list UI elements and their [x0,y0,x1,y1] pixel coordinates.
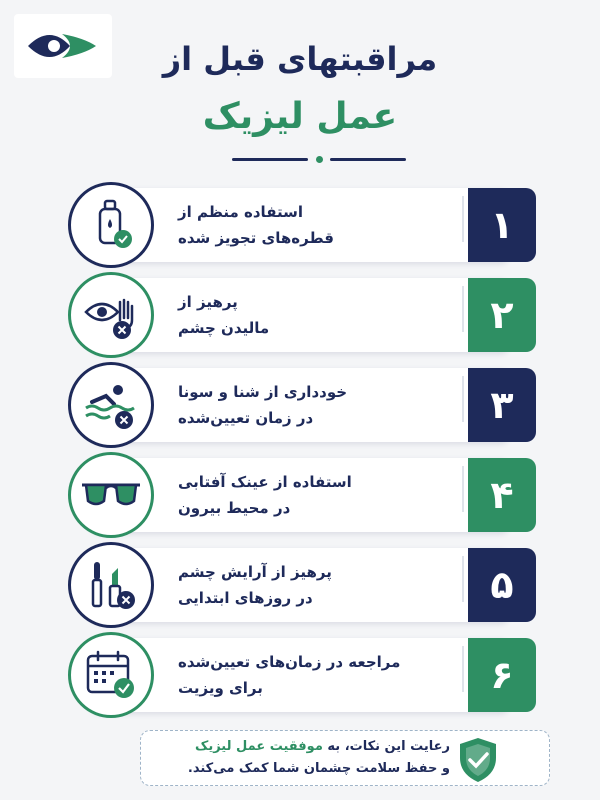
item-line2: مالیدن چشم [178,319,270,337]
page-title: مراقبتهای قبل از [162,40,438,78]
list-item [68,542,536,628]
item-number: ۲ [468,278,536,352]
list-item [68,452,536,538]
item-separator [462,556,464,602]
item-separator [462,646,464,692]
title-divider-right [330,158,406,161]
item-line2: قطره‌های تجویز شده [178,229,334,247]
item-line2: در زمان تعیین‌شده [178,409,314,427]
item-text [178,548,428,622]
item-separator [462,376,464,422]
footer-text-before: رعایت این نکات، به [327,739,450,754]
item-separator [462,286,464,332]
item-line1: خودداری از شنا و سونا [178,383,348,401]
item-line1: استفاده منظم از [178,203,304,221]
footer-highlight: موفقیت عمل لیزیک [195,739,323,754]
item-number: ۵ [468,548,536,622]
eye-rub-no-icon [68,272,154,358]
item-line2: در محیط بیرون [178,499,291,517]
item-line1: پرهیز از [178,293,238,311]
list-item [68,632,536,718]
item-number: ۴ [468,458,536,532]
page-subtitle: عمل لیزیک [202,96,398,137]
item-number: ۳ [468,368,536,442]
sunglasses-icon [68,452,154,538]
list-item [68,362,536,448]
footer-line1 [150,736,450,758]
item-number: ۶ [468,638,536,712]
footer-text [150,736,450,780]
item-separator [462,466,464,512]
eye-drops-check-icon [68,182,154,268]
item-text [178,188,428,262]
item-line1: مراجعه در زمان‌های تعیین‌شده [178,653,401,671]
item-text [178,458,428,532]
title-divider-dot [316,156,323,163]
item-line1: پرهیز از آرایش چشم [178,563,332,581]
title-divider-left [232,158,308,161]
list-item [68,182,536,268]
item-separator [462,196,464,242]
calendar-check-icon [68,632,154,718]
item-number: ۱ [468,188,536,262]
item-text [178,368,428,442]
list-item [68,272,536,358]
item-line2: برای ویزیت [178,679,263,697]
swimming-no-icon [68,362,154,448]
item-line2: در روزهای ابتدایی [178,589,313,607]
item-text [178,638,428,712]
shield-check-icon [452,734,504,786]
item-text [178,278,428,352]
makeup-no-icon [68,542,154,628]
item-line1: استفاده از عینک آفتابی [178,473,352,491]
footer-line2: و حفظ سلامت چشمان شما کمک می‌کند. [187,761,450,776]
